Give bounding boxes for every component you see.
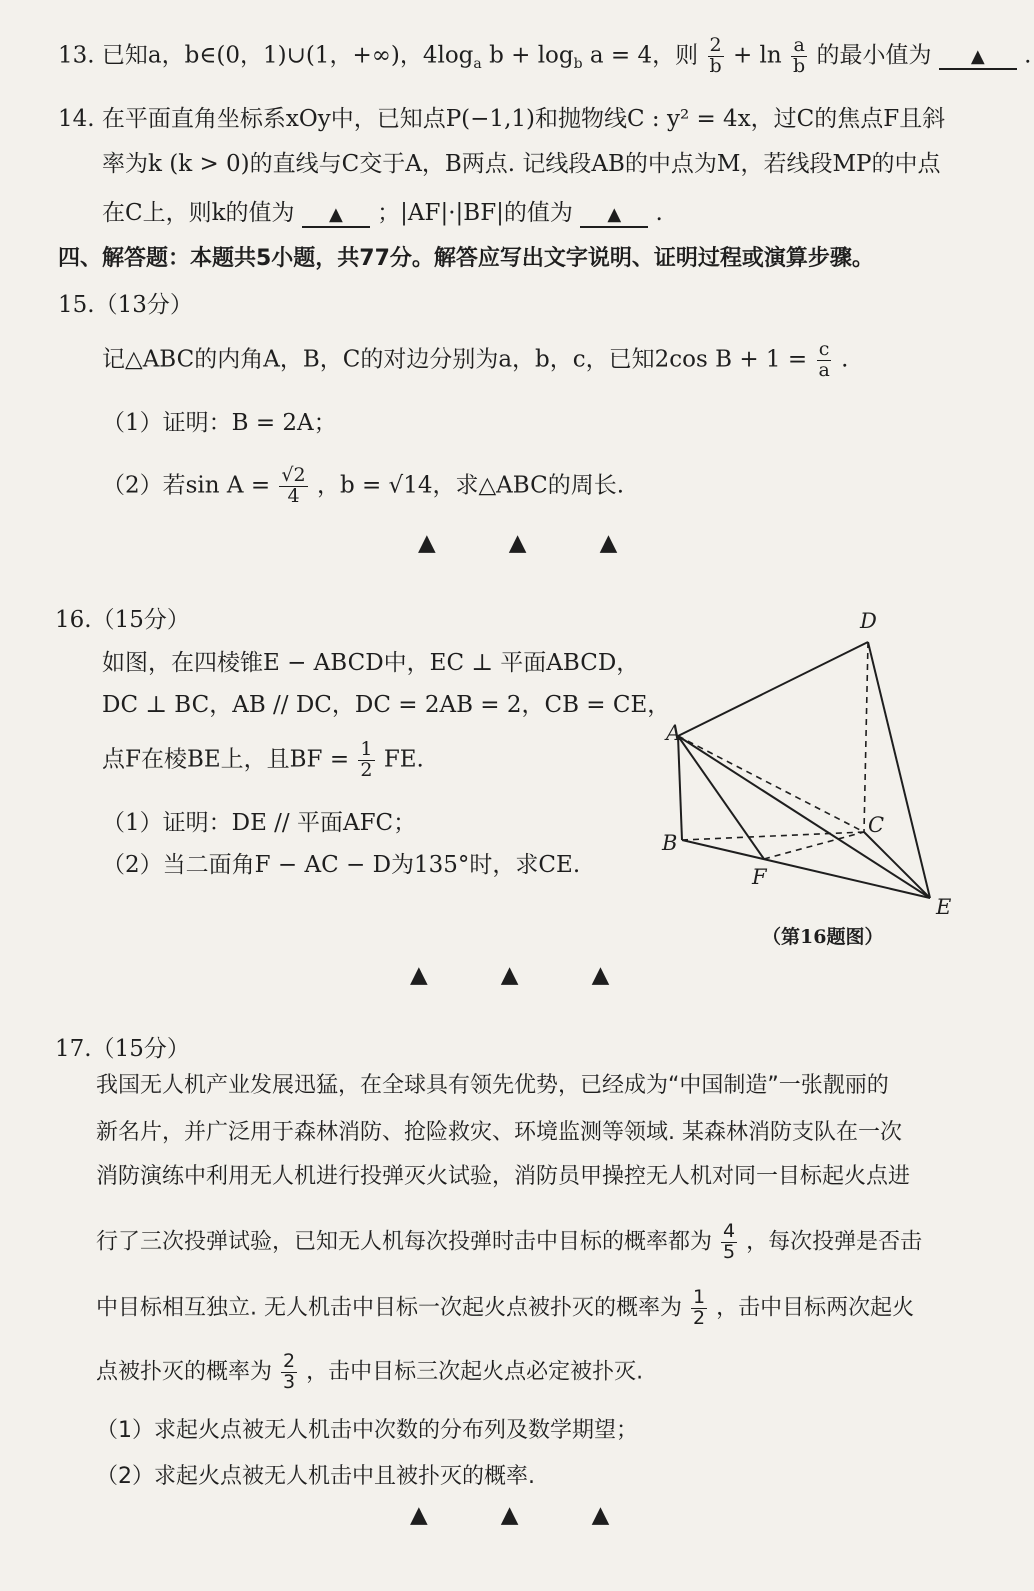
edge-DC-hidden (864, 642, 868, 832)
q13-subscript: a (473, 56, 482, 73)
q17-text: 中目标相互独立. 无人机击中目标一次起火点被扑灭的概率为 (96, 1295, 682, 1321)
question-16-line-3 (102, 740, 424, 781)
q15-text: （2）若sin A = (102, 472, 271, 499)
q14-text: 在C上，则k的值为 (102, 200, 295, 226)
fraction (281, 1352, 297, 1393)
q15-text: ，b = √14，求△ABC的周长. (316, 472, 625, 499)
q14-text: . (655, 200, 663, 226)
question-17-line-1: 我国无人机产业发展迅猛，在全球具有领先优势，已经成为“中国制造”一张靓丽的 (96, 1073, 889, 1098)
q13-text: + ln (732, 42, 782, 69)
question-16-part-1: （1）证明：DE // 平面AFC； (102, 810, 417, 836)
q16-text: FE. (383, 746, 424, 773)
fraction (721, 1222, 737, 1263)
q14-text: 在平面直角坐标系xOy中，已知点P(−1,1)和抛物线C : y² = 4x，过C的焦点F且斜 (101, 106, 946, 132)
fraction-numerator: 2 (709, 34, 722, 56)
q16-text: 点F在棱BE上，且BF = (102, 746, 350, 773)
question-16-line-2: DC ⊥ BC，AB // DC，DC = 2AB = 2，CB = CE， (102, 692, 671, 718)
question-16-header: 16.（15分） (55, 607, 190, 633)
q13-text: a = 4，则 (589, 42, 699, 69)
question-17-part-1: （1）求起火点被无人机击中次数的分布列及数学期望； (96, 1418, 638, 1443)
question-number: 14. (58, 106, 95, 132)
q13-text: 已知a，b∈(0，1)∪(1，+∞)，4log (101, 42, 474, 69)
edge-BE (682, 840, 930, 898)
fraction-denominator: 5 (723, 1240, 736, 1263)
question-number: 13. (58, 42, 95, 69)
vertex-label-B: B (662, 831, 678, 855)
fraction-numerator: a (793, 34, 805, 56)
figure-caption: （第16题图） (762, 926, 884, 948)
question-14-line-2: 率为k (k > 0)的直线与C交于A，B两点. 记线段AB的中点为M，若线段MP的中点 (102, 151, 941, 177)
vertex-label-F: F (752, 865, 767, 889)
question-15-part-2 (102, 466, 624, 507)
q15-text: . (841, 346, 849, 373)
fraction-denominator: b (709, 54, 722, 77)
question-17-part-2: （2）求起火点被无人机击中且被扑灭的概率. (96, 1464, 535, 1489)
edge-CE (864, 832, 930, 898)
fraction-numerator: 4 (723, 1220, 736, 1242)
question-17-line-3: 消防演练中利用无人机进行投弹灭火试验，消防员甲操控无人机对同一目标起火点进 (96, 1164, 911, 1189)
answer-space-markers: ▲ ▲ ▲ (410, 962, 610, 988)
fraction (279, 466, 307, 507)
question-17-header: 17.（15分） (55, 1036, 190, 1062)
question-16-line-1: 如图，在四棱锥E − ABCD中，EC ⊥ 平面ABCD， (102, 650, 640, 676)
q15-text: 记△ABC的内角A，B，C的对边分别为a，b，c，已知2cos B + 1 = (102, 346, 808, 373)
fraction-denominator: a (818, 358, 830, 381)
q14-text: ；|AF|·|BF|的值为 (377, 200, 573, 226)
edge-DE (868, 642, 930, 898)
fraction-denominator: 2 (693, 1306, 706, 1329)
answer-blank: ▲ (939, 46, 1017, 70)
question-15-stem (102, 340, 848, 381)
question-14-line-1 (58, 106, 945, 134)
section-heading: 四、解答题：本题共5小题，共77分。解答应写出文字说明、证明过程或演算步骤。 (58, 246, 874, 271)
edge-AC-hidden (678, 736, 864, 832)
question-16-part-2: （2）当二面角F − AC − D为135°时，求CE. (102, 852, 581, 878)
fraction-denominator: 2 (360, 758, 373, 781)
answer-blank: ▲ (302, 204, 370, 228)
pyramid-figure (640, 600, 1000, 920)
fraction-denominator: 3 (283, 1370, 296, 1393)
fraction (691, 1288, 707, 1329)
q17-text: ，击中目标两次起火 (716, 1295, 915, 1321)
question-17-line-4 (96, 1222, 922, 1263)
fraction (358, 740, 374, 781)
edge-AB (678, 736, 682, 840)
edge-AF (678, 736, 764, 859)
q17-text: ，每次投弹是否击 (746, 1229, 923, 1255)
fraction-denominator: b (793, 54, 806, 77)
fraction-numerator: √2 (281, 464, 306, 486)
fraction (816, 340, 831, 381)
question-14-line-3 (102, 200, 663, 228)
question-17-line-6 (96, 1352, 643, 1393)
question-15-header: 15.（13分） (58, 292, 193, 318)
q13-subscript: b (573, 56, 583, 73)
q13-text: . (1024, 42, 1032, 69)
fraction (707, 36, 723, 77)
fraction-numerator: 1 (693, 1286, 706, 1308)
fraction-numerator: c (818, 338, 830, 360)
vertex-label-E: E (936, 895, 952, 919)
edge-AE (678, 736, 930, 898)
q17-text: 点被扑灭的概率为 (96, 1359, 273, 1385)
q13-text: 的最小值为 (816, 42, 932, 69)
fraction-numerator: 1 (360, 738, 373, 760)
fraction (791, 36, 807, 77)
vertex-label-C: C (868, 813, 885, 837)
q17-text: 行了三次投弹试验，已知无人机每次投弹时击中目标的概率都为 (96, 1229, 713, 1255)
answer-space-markers: ▲ ▲ ▲ (418, 530, 618, 556)
question-13 (58, 36, 1031, 77)
question-15-part-1: （1）证明：B = 2A； (102, 410, 337, 436)
answer-space-markers: ▲ ▲ ▲ (410, 1502, 610, 1528)
q17-text: ，击中目标三次起火点必定被扑灭. (306, 1359, 644, 1385)
question-17-line-2: 新名片，并广泛用于森林消防、抢险救灾、环境监测等领域. 某森林消防支队在一次 (96, 1120, 902, 1145)
edge-AD (678, 642, 868, 736)
fraction-numerator: 2 (283, 1350, 296, 1372)
vertex-label-A: A (666, 721, 682, 745)
q13-text: b + log (489, 42, 574, 69)
vertex-label-D: D (860, 609, 877, 633)
fraction-denominator: 4 (287, 484, 300, 507)
question-17-line-5 (96, 1288, 914, 1329)
answer-blank: ▲ (580, 204, 648, 228)
